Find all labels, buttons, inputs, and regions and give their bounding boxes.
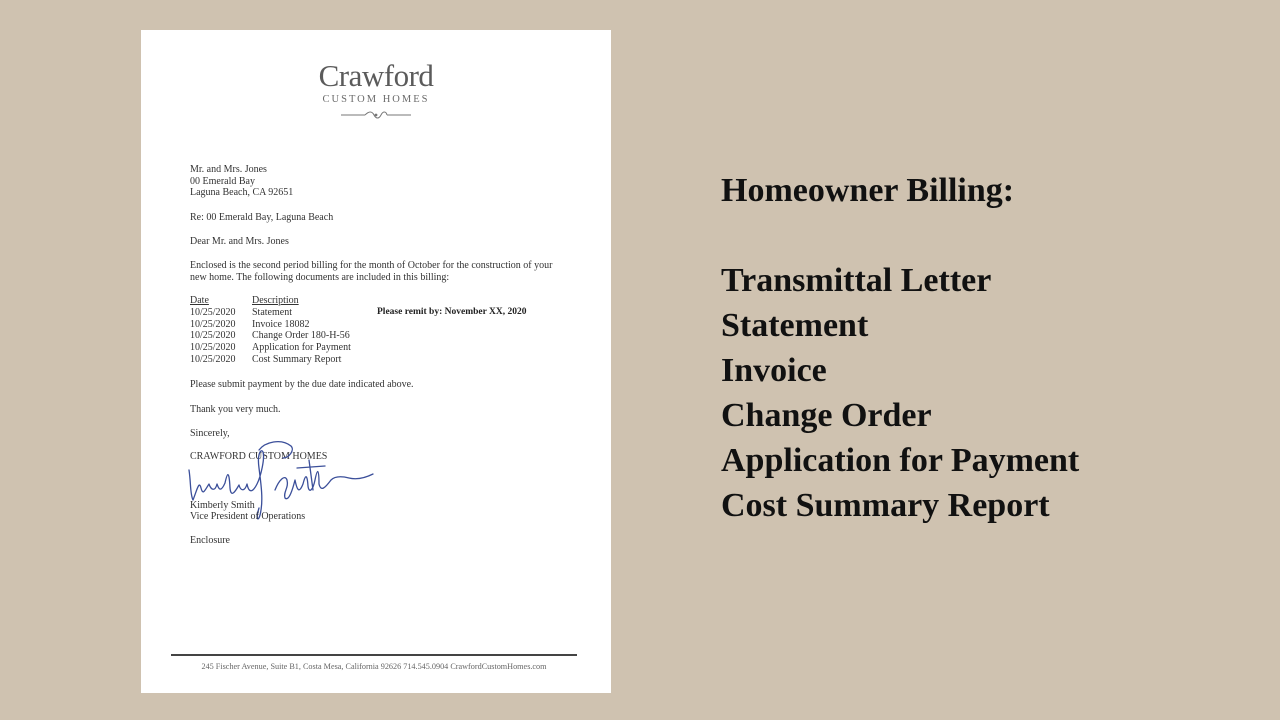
remit-by-note: Please remit by: November XX, 2020	[377, 307, 527, 317]
row-description: Statement	[252, 306, 292, 318]
footer-divider	[171, 654, 577, 656]
billing-summary	[721, 168, 1079, 528]
row-date: 10/25/2020	[190, 318, 236, 330]
logo-ornament-icon	[341, 110, 411, 120]
table-row	[190, 330, 351, 342]
date-header: Date	[190, 295, 209, 306]
summary-heading: Homeowner Billing:	[721, 172, 1015, 209]
recipient-line: 00 Emerald Bay	[190, 175, 255, 187]
documents-table	[190, 295, 351, 366]
row-date: 10/25/2020	[190, 330, 236, 342]
intro-paragraph: Enclosed is the second period billing for the month of October for the construction of your new home. The following documents are included in this billing:	[190, 260, 553, 283]
table-row	[190, 354, 351, 366]
row-description: Application for Payment	[252, 342, 351, 354]
signer-name: Kimberly Smith	[190, 500, 255, 511]
payment-note: Please submit payment by the due date indicated above.	[190, 379, 414, 390]
thanks-line: Thank you very much.	[190, 404, 281, 415]
recipient-address	[190, 164, 293, 199]
company-name-line: CRAWFORD CUSTOM HOMES	[190, 451, 328, 462]
table-row	[190, 342, 351, 354]
recipient-line: Mr. and Mrs. Jones	[190, 164, 267, 175]
row-date: 10/25/2020	[190, 353, 236, 365]
enclosure-line: Enclosure	[190, 535, 230, 546]
re-line: Re: 00 Emerald Bay, Laguna Beach	[190, 212, 334, 223]
list-item: Cost Summary Report	[721, 487, 1050, 524]
row-description: Change Order 180-H-56	[252, 330, 350, 342]
summary-list	[721, 258, 1079, 528]
row-description: Invoice 18082	[252, 318, 310, 330]
company-logo-name: Crawford	[318, 58, 434, 93]
table-row	[190, 319, 351, 331]
description-header: Description	[252, 295, 299, 306]
company-logo-subtitle: CUSTOM HOMES	[322, 94, 430, 105]
letter-footer: 245 Fischer Avenue, Suite B1, Costa Mesa, California 92626 714.545.0904 CrawfordCustomHomes.com	[201, 662, 547, 671]
row-date: 10/25/2020	[190, 342, 236, 354]
signer-title: Vice President of Operations	[190, 511, 306, 522]
list-item: Change Order	[721, 397, 932, 434]
table-row	[190, 307, 351, 319]
list-item: Transmittal Letter	[721, 262, 992, 299]
row-description: Cost Summary Report	[252, 353, 342, 365]
salutation: Dear Mr. and Mrs. Jones	[190, 236, 289, 247]
row-date: 10/25/2020	[190, 306, 236, 318]
table-header-row	[190, 295, 351, 307]
list-item: Statement	[721, 307, 869, 344]
list-item: Application for Payment	[721, 442, 1080, 479]
list-item: Invoice	[721, 352, 827, 389]
recipient-line: Laguna Beach, CA 92651	[190, 187, 294, 198]
closing-line: Sincerely,	[190, 428, 230, 439]
billing-letter	[141, 30, 611, 693]
